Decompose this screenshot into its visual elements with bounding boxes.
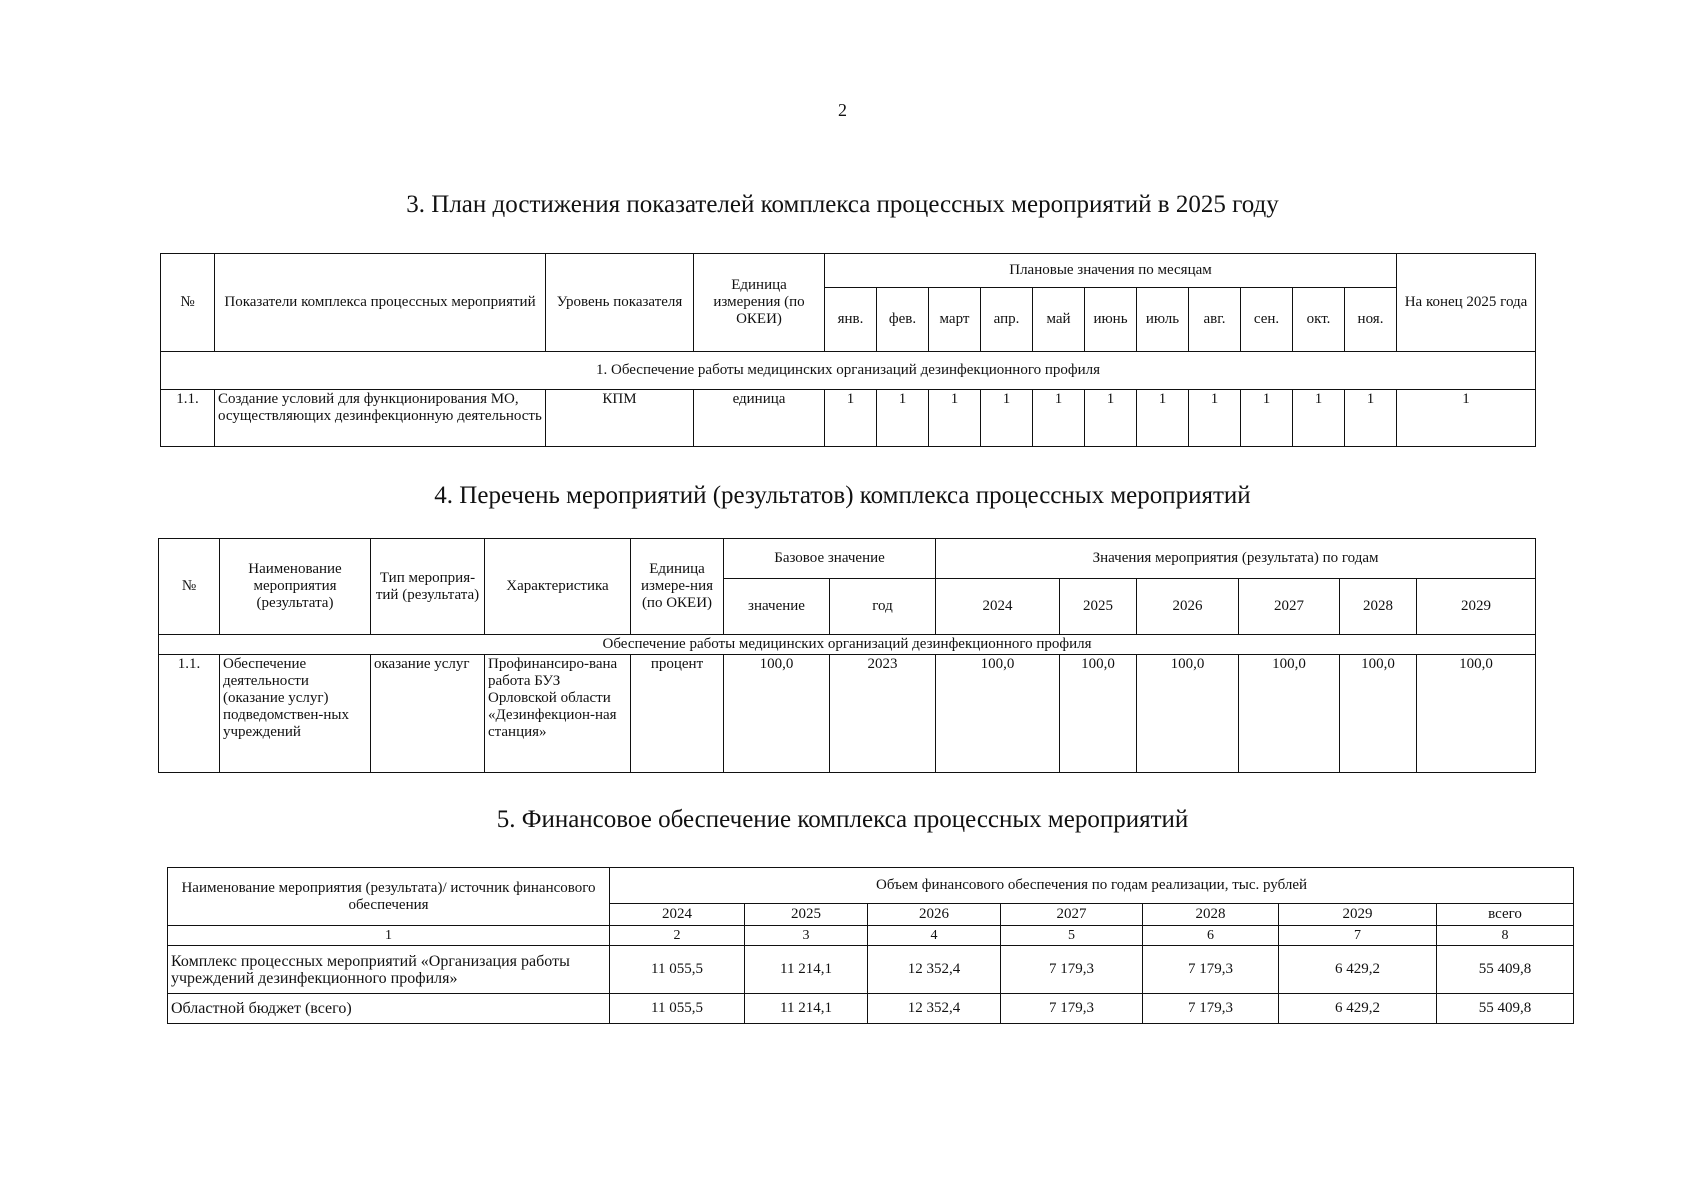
- col-number: 1: [168, 926, 610, 946]
- year-value: 100,0: [1137, 655, 1239, 773]
- row-type: оказание услуг: [371, 655, 485, 773]
- month-header: март: [929, 288, 981, 352]
- month-header: июнь: [1085, 288, 1137, 352]
- year-header: 2026: [868, 904, 1001, 926]
- col-type-header: Тип мероприя-тий (результата): [371, 539, 485, 635]
- row-indicator: Создание условий для функционирования МО, осуществляющих дезинфекционную деятельность: [215, 390, 546, 447]
- volume-header: Объем финансового обеспечения по годам реализации, тыс. рублей: [610, 868, 1574, 904]
- month-header: апр.: [981, 288, 1033, 352]
- row-unit: процент: [631, 655, 724, 773]
- finance-value: 12 352,4: [868, 994, 1001, 1024]
- col-num-header: №: [159, 539, 220, 635]
- month-value: 1: [1293, 390, 1345, 447]
- year-header: 2027: [1001, 904, 1143, 926]
- year-header: 2024: [936, 579, 1060, 635]
- year-value: 100,0: [1239, 655, 1340, 773]
- col-level-header: Уровень показателя: [546, 254, 694, 352]
- finance-value: 7 179,3: [1001, 946, 1143, 994]
- col-name-header: Наименование мероприятия (результата): [220, 539, 371, 635]
- row-base-year: 2023: [830, 655, 936, 773]
- year-value: 100,0: [1340, 655, 1417, 773]
- finance-value: 7 179,3: [1001, 994, 1143, 1024]
- col-number: 7: [1279, 926, 1437, 946]
- plan-table: [160, 253, 1536, 447]
- month-value: 1: [981, 390, 1033, 447]
- section3-title: 3. План достижения показателей комплекса процессных мероприятий в 2025 году: [406, 191, 1279, 218]
- year-header: 2028: [1143, 904, 1279, 926]
- row-unit: единица: [694, 390, 825, 447]
- year-value: 100,0: [1417, 655, 1536, 773]
- year-header: 2027: [1239, 579, 1340, 635]
- col-name-header: Наименование мероприятия (результата)/ источник финансового обеспечения: [168, 868, 610, 926]
- col-number: 2: [610, 926, 745, 946]
- finance-table: [167, 867, 1574, 1024]
- month-value: 1: [1345, 390, 1397, 447]
- month-value: 1: [1137, 390, 1189, 447]
- month-value: 1: [877, 390, 929, 447]
- section5-title: 5. Финансовое обеспечение комплекса процессных мероприятий: [496, 806, 1189, 833]
- finance-row-name: Областной бюджет (всего): [168, 994, 610, 1024]
- finance-value: 6 429,2: [1279, 994, 1437, 1024]
- finance-value: 7 179,3: [1143, 994, 1279, 1024]
- year-header: 2024: [610, 904, 745, 926]
- finance-value: 11 214,1: [745, 946, 868, 994]
- monthly-header: Плановые значения по месяцам: [825, 254, 1397, 288]
- col-unit-header: Единица измерения (по ОКЕИ): [694, 254, 825, 352]
- month-value: 1: [1033, 390, 1085, 447]
- group-row: Обеспечение работы медицинских организаций дезинфекционного профиля: [159, 635, 1536, 655]
- section4-title: 4. Перечень мероприятий (результатов) комплекса процессных мероприятий: [434, 482, 1251, 509]
- month-value: 1: [1085, 390, 1137, 447]
- month-value: 1: [825, 390, 877, 447]
- finance-value: 12 352,4: [868, 946, 1001, 994]
- col-number: 5: [1001, 926, 1143, 946]
- finance-value: 11 055,5: [610, 946, 745, 994]
- values-header: Значения мероприятия (результата) по годам: [936, 539, 1536, 579]
- year-header: 2029: [1279, 904, 1437, 926]
- year-header: 2026: [1137, 579, 1239, 635]
- row-level: КПМ: [546, 390, 694, 447]
- col-unit-header: Единица измере-ния (по ОКЕИ): [631, 539, 724, 635]
- col-num-header: №: [161, 254, 215, 352]
- base-value-header: значение: [724, 579, 830, 635]
- col-number: 6: [1143, 926, 1279, 946]
- finance-total: 55 409,8: [1437, 994, 1574, 1024]
- month-header: фев.: [877, 288, 929, 352]
- month-header: сен.: [1241, 288, 1293, 352]
- year-value: 100,0: [1060, 655, 1137, 773]
- year-header: 2029: [1417, 579, 1536, 635]
- month-header: июль: [1137, 288, 1189, 352]
- base-year-header: год: [830, 579, 936, 635]
- base-header: Базовое значение: [724, 539, 936, 579]
- col-number: 3: [745, 926, 868, 946]
- finance-value: 11 214,1: [745, 994, 868, 1024]
- year-header: 2025: [745, 904, 868, 926]
- row-num: 1.1.: [161, 390, 215, 447]
- row-num: 1.1.: [159, 655, 220, 773]
- month-header: окт.: [1293, 288, 1345, 352]
- col-char-header: Характеристика: [485, 539, 631, 635]
- month-header: май: [1033, 288, 1085, 352]
- col-indicator-header: Показатели комплекса процессных мероприятий: [215, 254, 546, 352]
- col-number: 4: [868, 926, 1001, 946]
- group-row: 1. Обеспечение работы медицинских организаций дезинфекционного профиля: [161, 352, 1536, 390]
- month-value: 1: [929, 390, 981, 447]
- month-header: авг.: [1189, 288, 1241, 352]
- finance-value: 6 429,2: [1279, 946, 1437, 994]
- month-header: янв.: [825, 288, 877, 352]
- month-value: 1: [1241, 390, 1293, 447]
- month-header: ноя.: [1345, 288, 1397, 352]
- year-value: 100,0: [936, 655, 1060, 773]
- finance-value: 7 179,3: [1143, 946, 1279, 994]
- finance-total: 55 409,8: [1437, 946, 1574, 994]
- col-end-header: На конец 2025 года: [1397, 254, 1536, 352]
- finance-row-name: Комплекс процессных мероприятий «Организация работы учреждений дезинфекционного профиля»: [168, 946, 610, 994]
- finance-value: 11 055,5: [610, 994, 745, 1024]
- measures-table: [158, 538, 1536, 773]
- row-base-value: 100,0: [724, 655, 830, 773]
- row-end-value: 1: [1397, 390, 1536, 447]
- total-header: всего: [1437, 904, 1574, 926]
- year-header: 2028: [1340, 579, 1417, 635]
- row-name: Обеспечение деятельности (оказание услуг) подведомствен-ных учреждений: [220, 655, 371, 773]
- page-number: 2: [838, 100, 847, 120]
- row-characteristic: Профинансиро-вана работа БУЗ Орловской области «Дезинфекцион-ная станция»: [485, 655, 631, 773]
- col-number: 8: [1437, 926, 1574, 946]
- month-value: 1: [1189, 390, 1241, 447]
- year-header: 2025: [1060, 579, 1137, 635]
